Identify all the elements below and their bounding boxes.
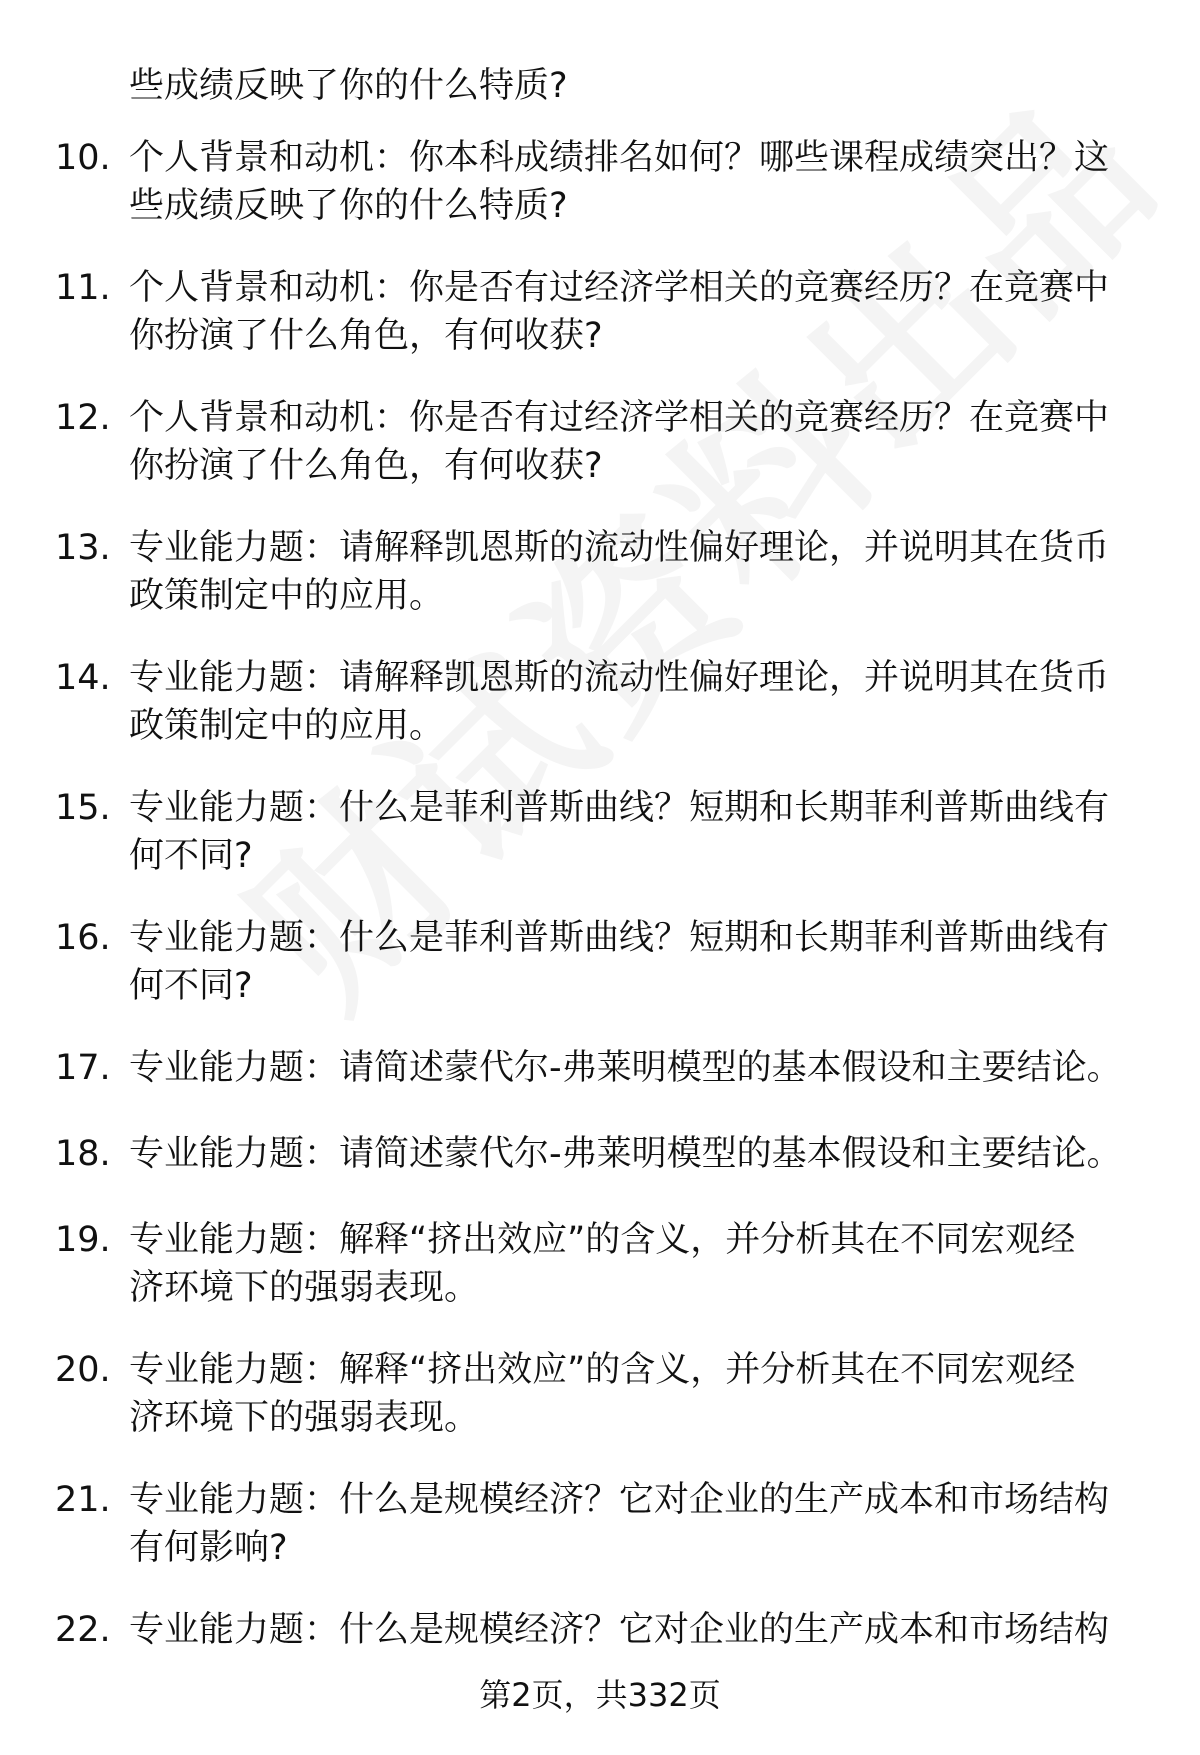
item-text — [129, 134, 1139, 230]
item-text — [129, 1476, 1139, 1572]
item-line: 政策制定中的应用。 — [129, 576, 445, 616]
item-text — [129, 1130, 1139, 1178]
item-line: 专业能力题：什么是菲利普斯曲线？短期和长期菲利普斯曲线有 — [129, 918, 1110, 958]
item-line: 政策制定中的应用。 — [129, 706, 445, 746]
item-number: 14. — [55, 658, 111, 698]
item-number: 19. — [55, 1220, 111, 1260]
item-number: 17. — [55, 1048, 111, 1088]
item-number: 13. — [55, 528, 111, 568]
item-line: 专业能力题：什么是规模经济？它对企业的生产成本和市场结构 — [129, 1610, 1110, 1650]
item-text — [129, 914, 1139, 1010]
item-text — [129, 654, 1139, 750]
item-text — [129, 264, 1139, 360]
item-line: 专业能力题：解释“挤出效应”的含义，并分析其在不同宏观经 — [129, 1350, 1076, 1390]
item-line: 个人背景和动机：你是否有过经济学相关的竞赛经历？在竞赛中 — [129, 268, 1110, 308]
item-line: 个人背景和动机：你本科成绩排名如何？哪些课程成绩突出？这 — [129, 138, 1110, 178]
item-number: 11. — [55, 268, 111, 308]
item-line: 专业能力题：解释“挤出效应”的含义，并分析其在不同宏观经 — [129, 1220, 1076, 1260]
item-number: 22. — [55, 1610, 111, 1650]
item-line: 些成绩反映了你的什么特质? — [129, 186, 568, 226]
item-line: 何不同? — [129, 966, 253, 1006]
item-number: 21. — [55, 1480, 111, 1520]
item-text — [129, 524, 1139, 620]
item-line: 专业能力题：请解释凯恩斯的流动性偏好理论，并说明其在货币 — [129, 658, 1110, 698]
item-line: 济环境下的强弱表现。 — [129, 1398, 480, 1438]
item-line: 你扮演了什么角色，有何收获? — [129, 446, 603, 486]
item-text — [129, 1044, 1139, 1092]
item-text — [129, 1346, 1139, 1442]
item-line: 济环境下的强弱表现。 — [129, 1268, 480, 1308]
item-line: 专业能力题：请简述蒙代尔-弗莱明模型的基本假设和主要结论。 — [129, 1134, 1122, 1174]
item-line: 专业能力题：请简述蒙代尔-弗莱明模型的基本假设和主要结论。 — [129, 1048, 1122, 1088]
item-text — [129, 1606, 1139, 1654]
item-line: 专业能力题：什么是规模经济？它对企业的生产成本和市场结构 — [129, 1480, 1110, 1520]
item-line: 你扮演了什么角色，有何收获? — [129, 316, 603, 356]
item-text — [129, 394, 1139, 490]
item-number: 16. — [55, 918, 111, 958]
item-number: 15. — [55, 788, 111, 828]
item-line: 有何影响? — [129, 1528, 288, 1568]
item-text — [129, 784, 1139, 880]
item-line: 何不同? — [129, 836, 253, 876]
item-number: 12. — [55, 398, 111, 438]
item-line: 专业能力题：请解释凯恩斯的流动性偏好理论，并说明其在货币 — [129, 528, 1110, 568]
item-number: 20. — [55, 1350, 111, 1390]
item-number: 18. — [55, 1134, 111, 1174]
item-number: 10. — [55, 138, 111, 178]
continued-line: 些成绩反映了你的什么特质? — [129, 66, 568, 106]
item-line: 个人背景和动机：你是否有过经济学相关的竞赛经历？在竞赛中 — [129, 398, 1110, 438]
page-footer: 第2页，共332页 — [479, 1676, 721, 1714]
item-line: 专业能力题：什么是菲利普斯曲线？短期和长期菲利普斯曲线有 — [129, 788, 1110, 828]
item-text — [129, 1216, 1139, 1312]
